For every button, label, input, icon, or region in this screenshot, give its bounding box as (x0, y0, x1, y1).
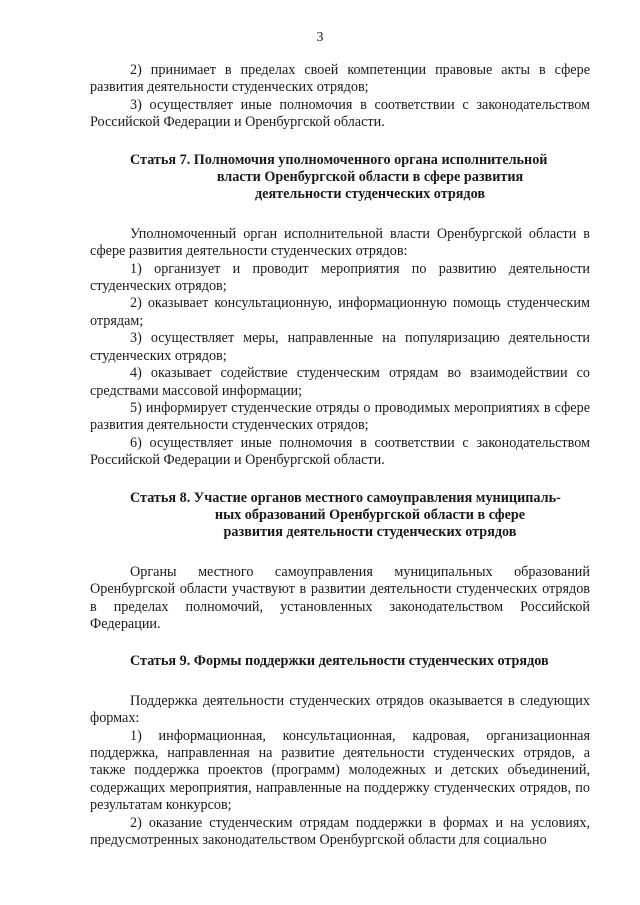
heading-line: развития деятельности студенческих отрядов (223, 524, 517, 541)
article-8-heading (90, 490, 590, 542)
paragraph: 3) осуществляет иные полномочия в соответствии с законодательством Российской Федерации и Оренбургской области. (90, 96, 590, 131)
document-body (90, 62, 590, 849)
paragraph: Органы местного самоуправления муниципальных образований Оренбургской области участвуют в развитии деятельности студенческих отрядов в пределах полномочий, установленных законодательством Российской Федерации. (90, 563, 590, 632)
list-item: 2) оказывает консультационную, информационную помощь студенческим отрядам; (90, 295, 590, 329)
heading-line: деятельности студенческих отрядов (254, 186, 485, 203)
heading-line: Статья 8. Участие органов местного самоуправления муниципаль- (130, 489, 561, 506)
list-item: 1) организует и проводит мероприятия по развитию деятельности студенческих отрядов; (90, 260, 590, 295)
page-number: 3 (316, 30, 324, 45)
list-item: 2) оказание студенческим отрядам поддержки в формах и на условиях, предусмотренных законодательством Оренбургской области для социально (90, 814, 590, 849)
list-item: 6) осуществляет иные полномочия в соответствии с законодательством Российской Федерации и Оренбургской области. (90, 434, 590, 469)
heading-line: ных образований Оренбургской области в сфере (214, 506, 526, 523)
article-7-heading (90, 152, 590, 204)
paragraph: 2) принимает в пределах своей компетенции правовые акты в сфере развития деятельности студенческих отрядов; (90, 62, 590, 96)
paragraph: Уполномоченный орган исполнительной власти Оренбургской области в сфере развития деятельности студенческих отрядов: (90, 225, 590, 260)
heading-line: Статья 9. Формы поддержки деятельности студенческих отрядов (130, 653, 549, 670)
list-item: 5) информирует студенческие отряды о проводимых мероприятиях в сфере развития деятельности студенческих отрядов; (90, 399, 590, 434)
heading-line: Статья 7. Полномочия уполномоченного органа исполнительной (130, 151, 548, 168)
list-item: 4) оказывает содействие студенческим отрядам во взаимодействии со средствами массовой информации; (90, 365, 590, 399)
paragraph: Поддержка деятельности студенческих отрядов оказывается в следующих формах: (90, 692, 590, 727)
article-9-heading (90, 653, 590, 670)
list-item: 1) информационная, консультационная, кадровая, организационная поддержка, направленная на развитие деятельности студенческих отрядов, а также поддержка проектов (программ) молодежных и детских объединений, содержащих мероприятия, направленные на поддержку студенческих отрядов, по результатам конкурсов; (90, 727, 590, 814)
heading-line: власти Оренбургской области в сфере развития (216, 169, 524, 186)
list-item: 3) осуществляет меры, направленные на популяризацию деятельности студенческих отрядов; (90, 330, 590, 364)
